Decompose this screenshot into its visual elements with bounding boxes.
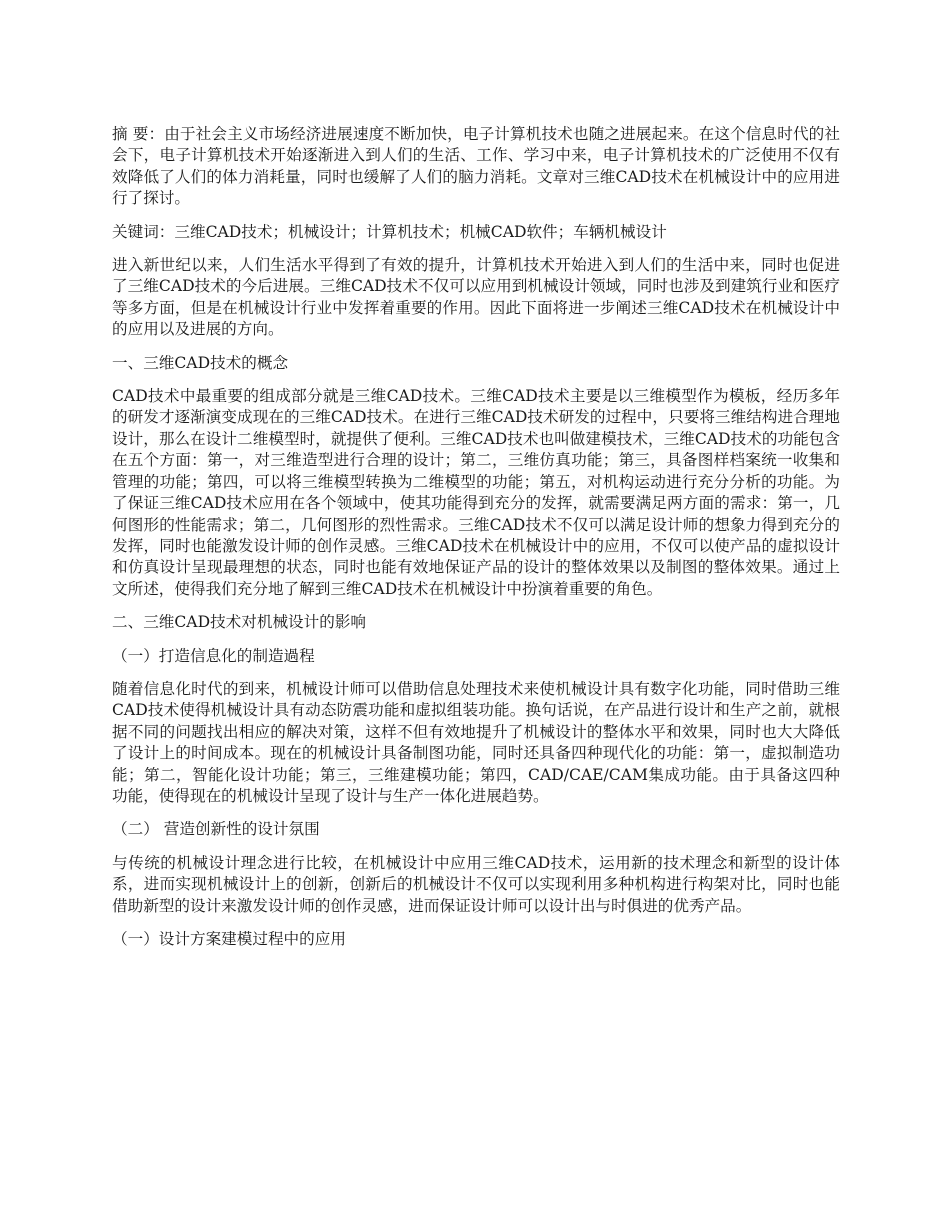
subsection-heading-modeling: （一）设计方案建模过程中的应用 (112, 930, 346, 948)
section-heading-influence: 二、三维CAD技术对机械设计的影响 (112, 613, 367, 632)
abstract-text: 由于社会主义市场经济进展速度不断加快，电子计算机技术也随之进展起来。在这个信息时代的社会下，电子计算机技术开始逐渐进入到人们的生活、工作、学习中来，电子计算机技术的广泛使用不仅有效降低了人们的体力消耗量，同时也缓解了人们的脑力消耗。文章对三维CAD技术在机械设计中的应用进行了探讨。 (112, 125, 840, 208)
subsection-body-innovation: 与传统的机械设计理念进行比较，在机械设计中应用三维CAD技术，运用新的技术理念和新型的设计体系，进而实现机械设计上的创新，创新后的机械设计不仅可以实现利用多种机构进行构架对比，同时也能借助新型的设计来激发设计师的创作灵感，进而保证设计师可以设计出与时俱进的优秀产品。 (112, 853, 840, 915)
abstract-paragraph (112, 124, 840, 210)
keywords-paragraph (112, 222, 840, 243)
document-page (112, 124, 840, 962)
section-body-concept: CAD技术中最重要的组成部分就是三维CAD技术。三维CAD技术主要是以三维模型作为模板，经历多年的研发才逐渐演变成现在的三维CAD技术。在进行三维CAD技术研发的过程中，只要将三维结构进合理地设计，那么在设计二维模型时，就提供了便利。三维CAD技术也叫做建模技术，三维CAD技术的功能包含在五个方面：第一，对三维造型进行合理的设计；第二，三维仿真功能；第三，具备图样档案统一收集和管理的功能；第四，可以将三维模型转换为二维模型的功能；第五，对机构运动进行充分分析的功能。为了保证三维CAD技术应用在各个领域中，使其功能得到充分的发挥，就需要满足两方面的需求：第一，几何图形的性能需求；第二，几何图形的烈性需求。三维CAD技术不仅可以满足设计师的想象力得到充分的发挥，同时也能激发设计师的创作灵感。三维CAD技术在机械设计中的应用，不仅可以使产品的虚拟设计和仿真设计呈现最理想的状态，同时也能有效地保证产品的设计的整体效果以及制图的整体效果。通过上文所述，使得我们充分地了解到三维CAD技术在机械设计中扮演着重要的角色。 (112, 387, 840, 598)
subsection-body-informatization: 随着信息化时代的到来，机械设计师可以借助信息处理技术来使机械设计具有数字化功能，同时借助三维CAD技术使得机械设计具有动态防震功能和虚拟组装功能。换句话说，在产品进行设计和生产之前，就根据不同的问题找出相应的解决对策，这样不但有效地提升了机械设计的整体水平和效果，同时也大大降低了设计上的时间成本。现在的机械设计具备制图功能，同时还具备四种现代化的功能：第一，虚拟制造功能；第二，智能化设计功能；第三，三维建模功能；第四，CAD/CAE/CAM集成功能。由于具备这四种功能，使得现在的机械设计呈现了设计与生产一体化进展趋势。 (112, 679, 840, 805)
abstract-label: 摘 要： (112, 125, 165, 143)
section-heading-concept: 一、三维CAD技术的概念 (112, 353, 289, 372)
subsection-heading-informatization: （一）打造信息化的制造過程 (112, 646, 315, 665)
intro-paragraph: 进入新世纪以来，人们生活水平得到了有效的提升，计算机技术开始进入到人们的生活中来，同时也促进了三维CAD技术的今后进展。三维CAD技术不仅可以应用到机械设计领域，同时也涉及到建筑行业和医疗等多方面，但是在机械设计行业中发挥着重要的作用。因此下面将进一步阐述三维CAD技术在机械设计中的应用以及进展的方向。 (112, 256, 840, 339)
keywords-label: 关键词： (112, 222, 175, 241)
keywords-text: 三维CAD技术；机械设计；计算机技术；机械CAD软件；车辆机械设计 (174, 222, 667, 241)
subsection-heading-innovation: （二） 营造创新性的设计氛围 (112, 820, 320, 839)
